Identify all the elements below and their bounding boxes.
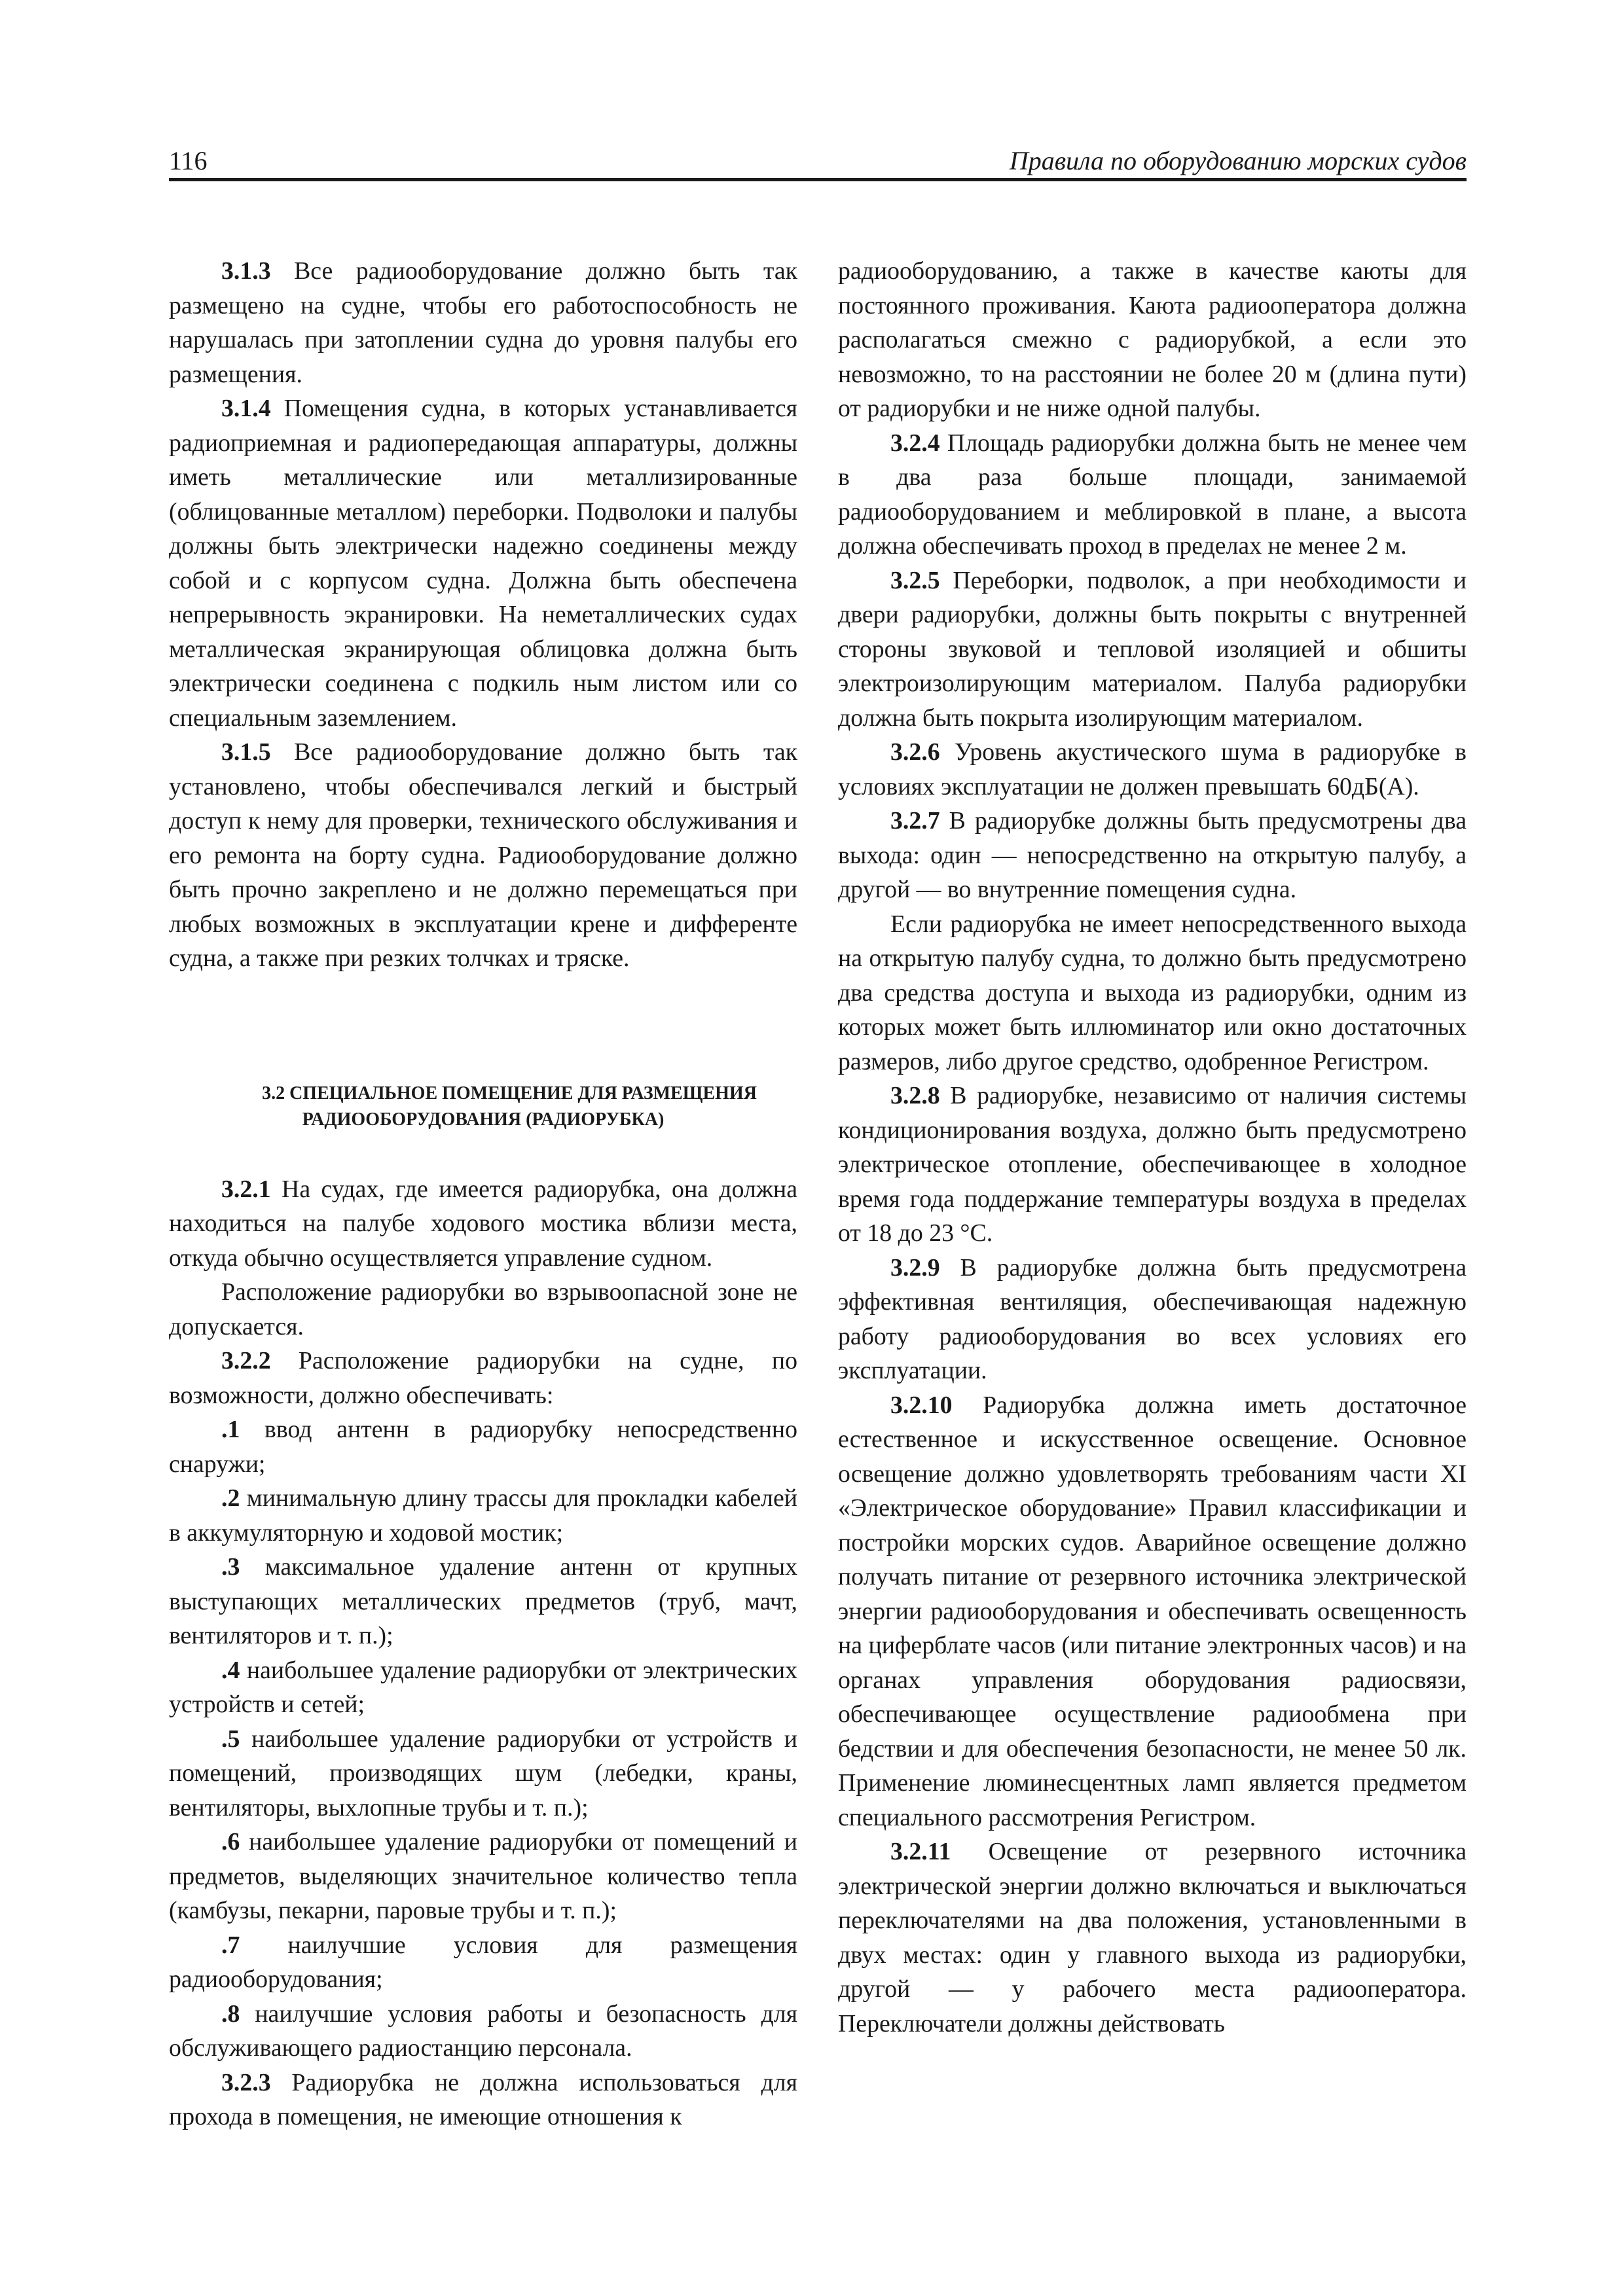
paragraph-text: Радиорубка не должна использоваться для прохода в помещения, не имеющие отношения к bbox=[169, 2068, 797, 2130]
paragraph-text: Все радиооборудование должно быть так размещено на судне, чтобы его работоспособность не нарушалась при затоплении судна до уровня палубы его размещения. bbox=[169, 257, 797, 388]
paragraph-text: На судах, где имеется радиорубка, она должна находиться на палубе ходового мостика вблизи места, откуда обычно осуществляется управление судном. bbox=[169, 1175, 797, 1272]
list-item-5 bbox=[169, 1722, 797, 1825]
clause-number: 3.2.8 bbox=[890, 1082, 940, 1109]
item-number: .2 bbox=[221, 1484, 240, 1512]
paragraph-3-2-3 bbox=[169, 2066, 797, 2134]
paragraph-3-2-5 bbox=[838, 564, 1467, 736]
item-number: .6 bbox=[221, 1828, 240, 1856]
list-item-3 bbox=[169, 1550, 797, 1653]
section-title-line-1: 3.2 СПЕЦИАЛЬНОЕ ПОМЕЩЕНИЕ ДЛЯ РАЗМЕЩЕНИЯ bbox=[262, 1083, 757, 1103]
clause-number: 3.2.7 bbox=[890, 807, 940, 834]
paragraph-3-1-3 bbox=[169, 254, 797, 391]
paragraph-3-2-6 bbox=[838, 735, 1467, 804]
item-number: .1 bbox=[221, 1416, 240, 1443]
list-item-2 bbox=[169, 1481, 797, 1550]
paragraph-text: Все радиооборудование должно быть так установлено, чтобы обеспечивался легкий и быстрый доступ к нему для проверки, технического обслуживания и его ремонта на борту судна. Радиооборудование должно быть прочно закреплено и не должно перемещаться при любых возможных в эксплуатации крене и дифференте судна, а также при резких толчках и тряске. bbox=[169, 738, 797, 972]
paragraph-3-2-9 bbox=[838, 1251, 1467, 1388]
section-title-line-2: РАДИООБОРУДОВАНИЯ (РАДИОРУБКА) bbox=[302, 1109, 665, 1130]
clause-number: 3.1.5 bbox=[221, 738, 271, 766]
paragraph-3-2-7 bbox=[838, 804, 1467, 907]
item-number: .7 bbox=[221, 1931, 240, 1959]
paragraph-text: В радиорубке, независимо от наличия системы кондиционирования воздуха, должно быть предусмотрено электрическое отопление, обеспечивающее в холодное время года поддержание температуры воздуха в пределах от 18 до 23 °С. bbox=[838, 1082, 1467, 1247]
paragraph-3-2-8 bbox=[838, 1079, 1467, 1251]
clause-number: 3.2.6 bbox=[890, 738, 940, 766]
clause-number: 3.2.3 bbox=[221, 2068, 271, 2096]
item-text: наибольшее удаление радиорубки от помещений и предметов, выделяющих значительное количество тепла (камбузы, пекарни, паровые трубы и т. п.); bbox=[169, 1828, 797, 1924]
paragraph-text: Уровень акустического шума в радиорубке в условиях эксплуатации не должен превышать 60дБ(А). bbox=[838, 738, 1467, 800]
page-number: 116 bbox=[169, 146, 208, 175]
list-item-8 bbox=[169, 1997, 797, 2066]
paragraph-text: В радиорубке должна быть предусмотрена эффективная вентиляция, обеспечивающая надежную работу радиооборудования во всех условиях его эксплуатации. bbox=[838, 1253, 1467, 1384]
item-number: .8 bbox=[221, 2000, 240, 2028]
clause-number: 3.2.9 bbox=[890, 1253, 940, 1282]
right-column bbox=[838, 254, 1467, 2041]
clause-number: 3.2.4 bbox=[890, 429, 940, 457]
clause-number: 3.2.10 bbox=[890, 1391, 953, 1419]
paragraph-3-2-4 bbox=[838, 426, 1467, 564]
paragraph-text: Помещения судна, в которых устанавливается радиоприемная и радиопередающая аппаратуры, должны иметь металлические или металлизированные (облицованные металлом) переборки. Подволоки и палубы должны быть электрически надежно соединены между собой и с корпусом судна. Должна быть обеспечена непрерывность экранировки. На неметаллических судах металлическая экранирующая облицовка должна быть электрически соединена с подкиль ным листом или со специальным заземлением. bbox=[169, 395, 797, 732]
clause-number: 3.2.5 bbox=[890, 566, 940, 594]
item-text: наилучшие условия работы и безопасность для обслуживающего радиостанцию персонала. bbox=[169, 2000, 797, 2062]
clause-number: 3.1.3 bbox=[221, 257, 271, 285]
paragraph-3-2-2 bbox=[169, 1344, 797, 1412]
item-text: наибольшее удаление радиорубки от устройств и помещений, производящих шум (лебедки, краны, вентиляторы, выхлопные трубы и т. п.); bbox=[169, 1725, 797, 1821]
item-text: наибольшее удаление радиорубки от электрических устройств и сетей; bbox=[169, 1656, 797, 1718]
paragraph-3-2-11 bbox=[838, 1835, 1467, 2041]
item-text: наилучшие условия для размещения радиооборудования; bbox=[169, 1931, 797, 1993]
paragraph-text: Освещение от резервного источника электрической энергии должно включаться и выключаться переключателями на два положения, установленными в двух местах: один у главного выхода из радиорубки, другой — у рабочего места радиооператора. Переключатели должны действовать bbox=[838, 1838, 1467, 2037]
paragraph-3-2-10 bbox=[838, 1388, 1467, 1835]
item-text: ввод антенн в радиорубку непосредственно снаружи; bbox=[169, 1416, 797, 1478]
header-rule bbox=[169, 178, 1467, 181]
item-number: .3 bbox=[221, 1553, 240, 1581]
paragraph-text: Переборки, подволок, а при необходимости и двери радиорубки, должны быть покрыты с внутренней стороны звуковой и тепловой изоляцией и обшиты электроизолирующим материалом. Палуба радиорубки должна быть покрыта изолирующим материалом. bbox=[838, 566, 1467, 732]
paragraph-3-2-7-b: Если радиорубка не имеет непосредственного выхода на открытую палубу судна, то должно быть предусмотрено два средства доступа и выхода из радиорубки, одним из которых может быть иллюминатор или окно достаточных размеров, либо другое средство, одобренное Регистром. bbox=[838, 910, 1467, 1075]
paragraph-3-2-1 bbox=[169, 1172, 797, 1276]
paragraph-3-1-4 bbox=[169, 391, 797, 735]
item-number: .5 bbox=[221, 1725, 240, 1753]
item-text: минимальную длину трассы для прокладки кабелей в аккумуляторную и ходовой мостик; bbox=[169, 1484, 797, 1547]
paragraph-text: Площадь радиорубки должна быть не менее чем в два раза больше площади, занимаемой радиооборудованием и меблировкой в плане, а высота должна обеспечивать проход в пределах не менее 2 м. bbox=[838, 429, 1467, 560]
list-item-6 bbox=[169, 1825, 797, 1928]
clause-number: 3.2.2 bbox=[221, 1347, 271, 1374]
item-text: максимальное удаление антенн от крупных выступающих металлических предметов (труб, мачт, вентиляторов и т. п.); bbox=[169, 1553, 797, 1649]
paragraph-3-1-5 bbox=[169, 735, 797, 976]
list-item-1 bbox=[169, 1412, 797, 1481]
list-item-7 bbox=[169, 1928, 797, 1997]
list-item-4 bbox=[169, 1653, 797, 1722]
running-title: Правила по оборудованию морских судов bbox=[1009, 146, 1467, 175]
page-header bbox=[169, 140, 1467, 181]
paragraph-text: Расположение радиорубки на судне, по возможности, должно обеспечивать: bbox=[169, 1347, 797, 1409]
paragraph-text: Радиорубка должна иметь достаточное естественное и искусственное освещение. Основное освещение должно удовлетворять требованиям части XI «Электрическое оборудование» Правил классификации и постройки морских судов. Аварийное освещение должно получать питание от резервного источника электрической энергии радиооборудования и обеспечивать освещенность на циферблате часов (или питание электронных часов) и на органах управления оборудования радиосвязи, обеспечивающее осуществление радиообмена при бедствии и для обеспечения безопасности, не менее 50 лк. Применение люминесцентных ламп является предметом специального рассмотрения Регистром. bbox=[838, 1391, 1467, 1831]
left-column bbox=[169, 254, 797, 2134]
clause-number: 3.2.1 bbox=[221, 1175, 271, 1203]
paragraph-3-2-3-continued: радиооборудованию, а также в качестве каюты для постоянного проживания. Каюта радиооператора должна располагаться смежно с радиорубкой, а если это невозможно, то на расстоянии не более 20 м (длина пути) от радиорубки и не ниже одной палубы. bbox=[838, 257, 1467, 422]
clause-number: 3.2.11 bbox=[890, 1838, 951, 1865]
item-number: .4 bbox=[221, 1656, 240, 1684]
clause-number: 3.1.4 bbox=[221, 395, 271, 422]
paragraph-text: В радиорубке должны быть предусмотрены два выхода: один — непосредственно на открытую палубу, а другой — во внутренние помещения судна. bbox=[838, 807, 1467, 903]
section-title bbox=[169, 1081, 797, 1133]
paragraph-3-2-1-b: Расположение радиорубки во взрывоопасной зоне не допускается. bbox=[169, 1278, 797, 1340]
